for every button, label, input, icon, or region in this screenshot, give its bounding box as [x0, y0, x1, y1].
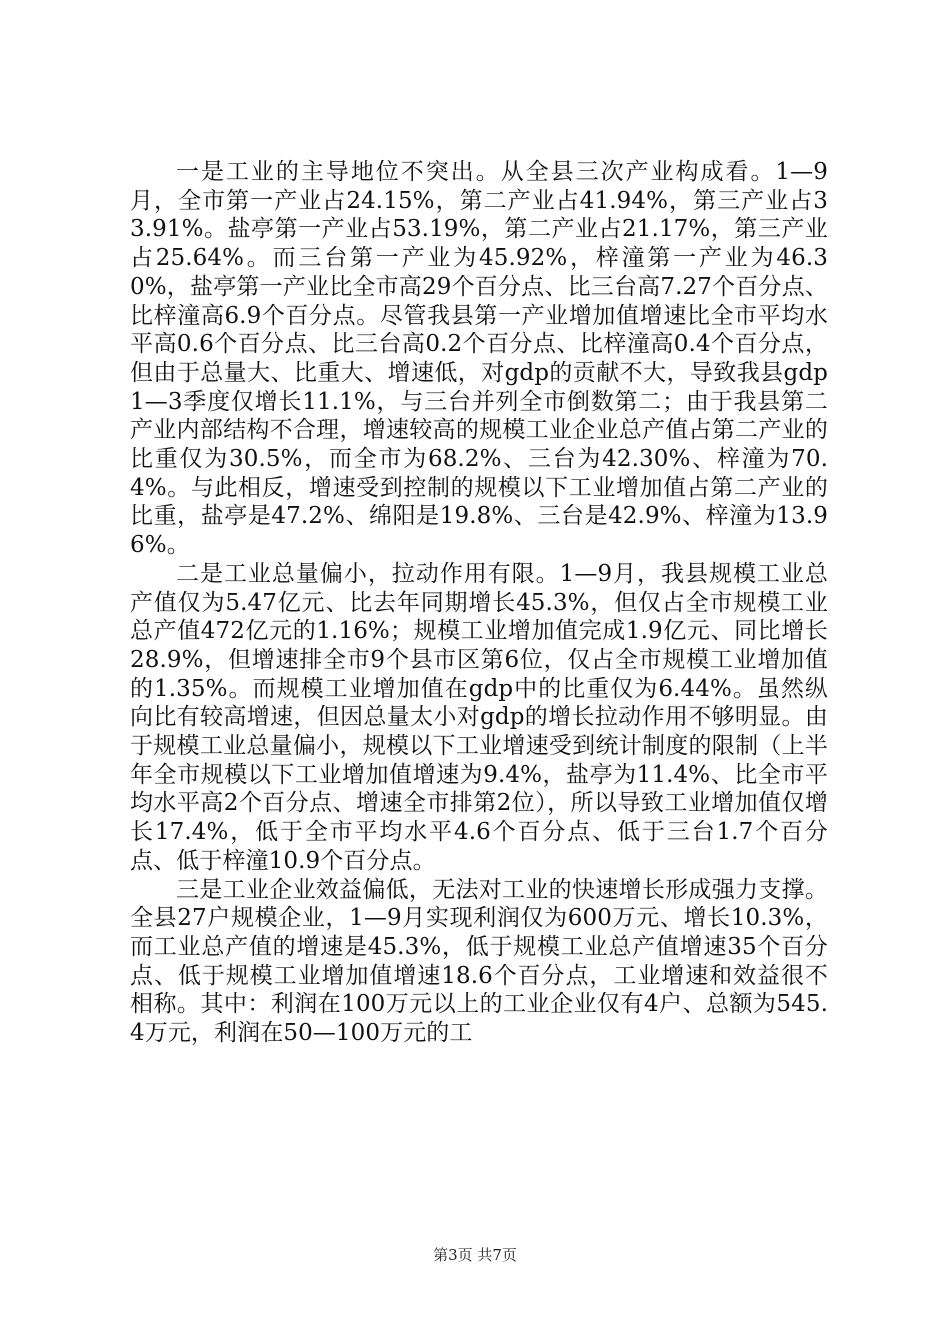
page-number-footer: 第3页 共7页: [433, 1246, 517, 1264]
document-body: [130, 158, 828, 1048]
paragraph-industry-efficiency: 三是工业企业效益偏低，无法对工业的快速增长形成强力支撑。全县27户规模企业，1—9月实现利润仅为600万元、增长10.3%，而工业总产值的增速是45.3%，低于规模工业总产值增速35个百分点、低于规模工业增加值增速18.6个百分点，工业增速和效益很不相称。其中：利润在100万元以上的工业企业仅有4户、总额为545.4万元，利润在50—100万元的工: [130, 876, 828, 1047]
paragraph-industry-dominance: 一是工业的主导地位不突出。从全县三次产业构成看。1—9月，全市第一产业占24.15%，第二产业占41.94%，第三产业占33.91%。盐亭第一产业占53.19%，第二产业占21.17%，第三产业占25.64%。而三台第一产业为45.92%，梓潼第一产业为46.30%，盐亭第一产业比全市高29个百分点、比三台高7.27个百分点、比梓潼高6.9个百分点。尽管我县第一产业增加值增速比全市平均水平高0.6个百分点、比三台高0.2个百分点、比梓潼高0.4个百分点，但由于总量大、比重大、增速低，对gdp的贡献不大，导致我县gdp1—3季度仅增长11.1%，与三台并列全市倒数第二；由于我县第二产业内部结构不合理，增速较高的规模工业企业总产值占第二产业的比重仅为30.5%，而全市为68.2%、三台为42.30%、梓潼为70.4%。与此相反，增速受到控制的规模以下工业增加值占第二产业的比重，盐亭是47.2%、绵阳是19.8%、三台是42.9%、梓潼为13.96%。: [130, 159, 828, 559]
paragraph-industry-scale: 二是工业总量偏小，拉动作用有限。1—9月，我县规模工业总产值仅为5.47亿元、比去年同期增长45.3%，但仅占全市规模工业总产值472亿元的1.16%；规模工业增加值完成1.9亿元、同比增长28.9%，但增速排全市9个县市区第6位，仅占全市规模工业增加值的1.35%。而规模工业增加值在gdp中的比重仅为6.44%。虽然纵向比有较高增速，但因总量太小对gdp的增长拉动作用不够明显。由于规模工业总量偏小，规模以下工业增速受到统计制度的限制（上半年全市规模以下工业增加值增速为9.4%，盐亭为11.4%、比全市平均水平高2个百分点、增速全市排第2位），所以导致工业增加值仅增长17.4%，低于全市平均水平4.6个百分点、低于三台1.7个百分点、低于梓潼10.9个百分点。: [130, 560, 828, 874]
